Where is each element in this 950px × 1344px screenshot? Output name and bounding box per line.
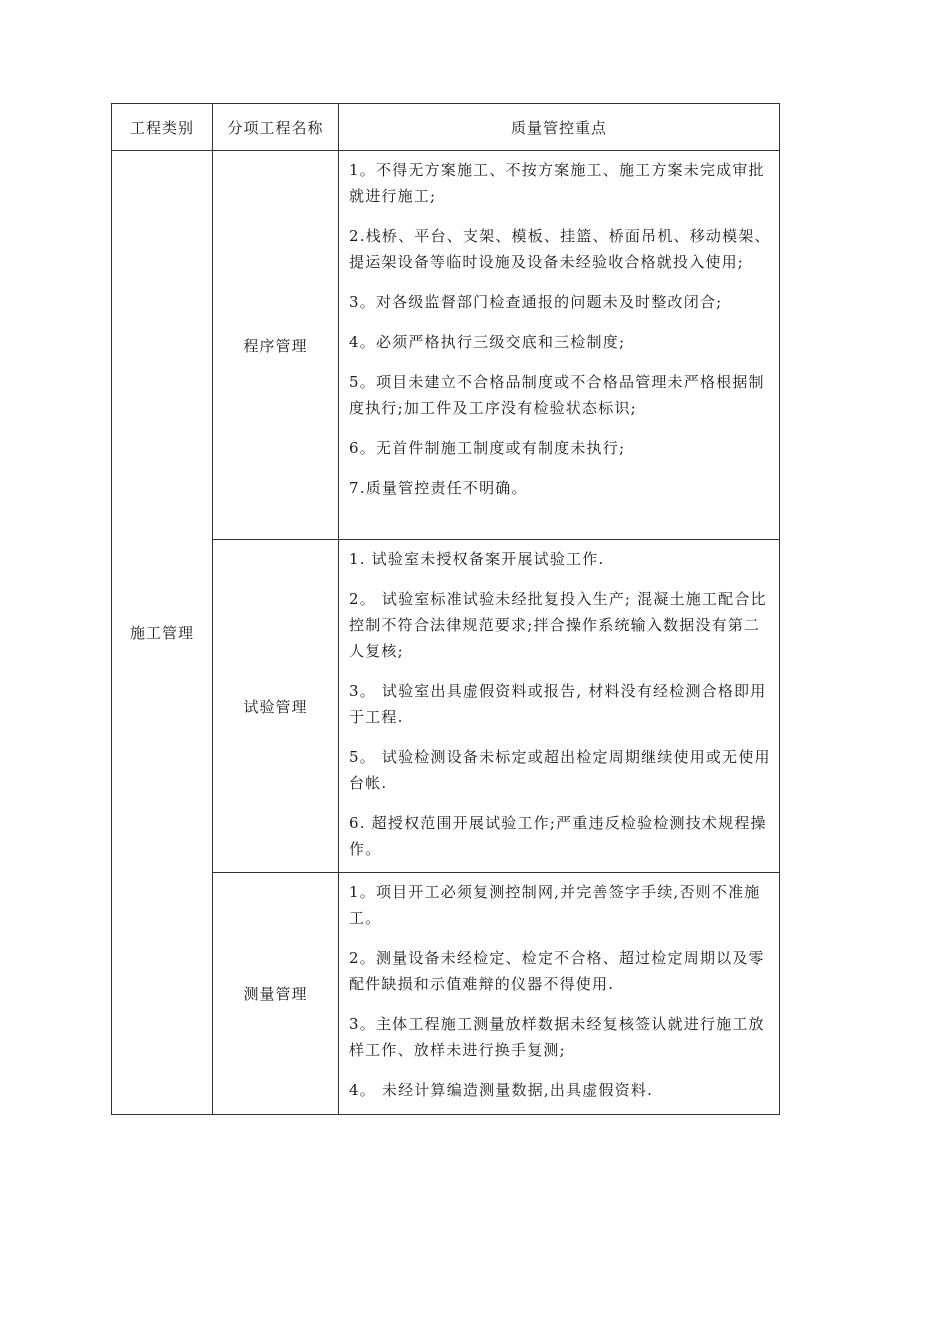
- quality-point: 2。测量设备未经检定、检定不合格、超过检定周期以及零配件缺损和示值难辩的仪器不得使用.: [349, 949, 765, 993]
- header-quality-focus: 质量管控重点: [339, 104, 780, 151]
- quality-point: 2。 试验室标准试验未经批复投入生产; 混凝土施工配合比控制不符合法律规范要求;拌合操作系统输入数据没有第二人复核;: [349, 590, 767, 660]
- header-category: 工程类别: [112, 104, 213, 151]
- quality-point: 6. 超授权范围开展试验工作;严重违反检验检测技术规程操作。: [349, 814, 767, 858]
- quality-point: 4。 未经计算编造测量数据,出具虚假资料.: [349, 1081, 654, 1099]
- quality-point: 7.质量管控责任不明确。: [349, 479, 528, 497]
- header-subitem-name: 分项工程名称: [213, 104, 339, 151]
- quality-point: 1。不得无方案施工、不按方案施工、施工方案未完成审批就进行施工;: [349, 161, 765, 205]
- quality-point: 4。必须严格执行三级交底和三检制度;: [349, 333, 626, 351]
- quality-point: 3。主体工程施工测量放样数据未经复核签认就进行施工放样工作、放样未进行换手复测;: [349, 1015, 765, 1059]
- quality-control-table: [111, 103, 780, 1115]
- quality-points-cell: [339, 540, 780, 873]
- table-row: [112, 873, 780, 1115]
- quality-point: 3。 试验室出具虚假资料或报告, 材料没有经检测合格即用于工程.: [349, 682, 767, 726]
- table-row: [112, 540, 780, 873]
- quality-point: 2.栈桥、平台、支架、模板、挂篮、桥面吊机、移动模架、提运架设备等临时设施及设备未经验收合格就投入使用;: [349, 227, 771, 271]
- table-row: [112, 151, 780, 540]
- quality-point: 1. 试验室未授权备案开展试验工作.: [349, 550, 605, 568]
- quality-point: 6。无首件制施工制度或有制度未执行;: [349, 439, 626, 457]
- category-cell: 施工管理: [112, 151, 213, 1115]
- subitem-name-cell: 程序管理: [213, 151, 339, 540]
- quality-point: 5。 试验检测设备未标定或超出检定周期继续使用或无使用台帐.: [349, 748, 771, 792]
- quality-points-cell: [339, 873, 780, 1115]
- table-header-row: [112, 104, 780, 151]
- subitem-name-cell: 试验管理: [213, 540, 339, 873]
- quality-point: 5。项目未建立不合格品制度或不合格品管理未严格根据制度执行;加工件及工序没有检验状态标识;: [349, 373, 765, 417]
- quality-points-cell: [339, 151, 780, 540]
- subitem-name-cell: 测量管理: [213, 873, 339, 1115]
- quality-point: 1。项目开工必须复测控制网,并完善签字手续,否则不准施工。: [349, 883, 761, 927]
- quality-point: 3。对各级监督部门检查通报的问题未及时整改闭合;: [349, 293, 723, 311]
